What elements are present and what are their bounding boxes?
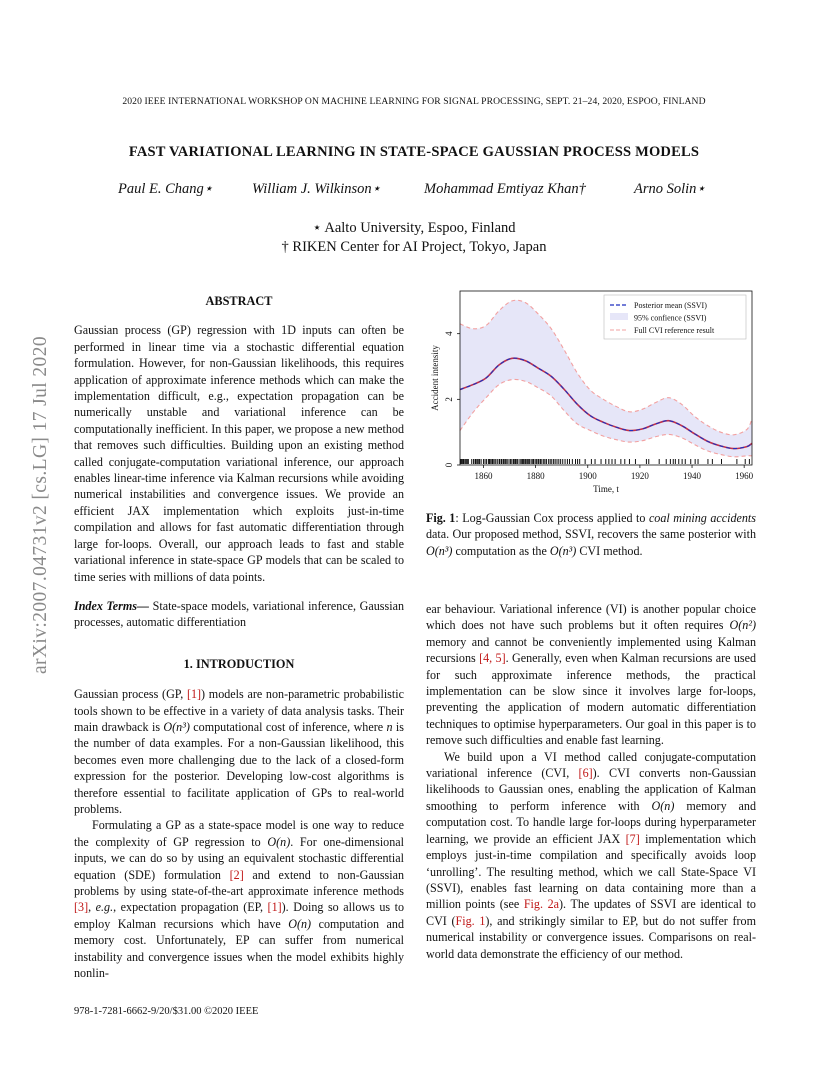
legend-band-swatch xyxy=(610,313,628,320)
affiliation-riken: † RIKEN Center for AI Project, Tokyo, Japan xyxy=(281,239,547,255)
author-2: William J. Wilkinson⋆ xyxy=(252,181,381,197)
arxiv-stamp: arXiv:2007.04731v2 [cs.LG] 17 Jul 2020 xyxy=(30,336,51,674)
figure-1-caption: Fig. 1: Log-Gaussian Cox process applied to coal mining accidents data. Our proposed method, SSVI, recovers the same posterior with O(n³) computation as the O(n³) CVI method. xyxy=(426,511,757,558)
conference-header: 2020 IEEE INTERNATIONAL WORKSHOP ON MACHINE LEARNING FOR SIGNAL PROCESSING, SEPT. 21–24, 2020, ESPOO, FINLAND xyxy=(122,96,706,107)
abstract-heading: ABSTRACT xyxy=(205,294,273,308)
y-tick-label: 0 xyxy=(444,462,454,468)
citation-link[interactable]: [7] xyxy=(625,831,640,846)
figure-link[interactable]: Fig. 2a xyxy=(523,897,560,912)
citation-link[interactable]: [4, 5] xyxy=(479,651,506,666)
y-tick-label: 4 xyxy=(444,331,454,336)
citation-link[interactable]: [1] xyxy=(186,687,202,702)
citation-link[interactable]: [6] xyxy=(578,766,593,781)
right-paragraph-2: We build upon a VI method called conjugate-computation variational inference (CVI, [6]). CVI converts non-Gaussian likelihoods to Gaussian ones, enabling the application of Kalman smoothing to perform inference with O(n) memory and computation cost. To handle large for-loops during hyperparameter learning, we provide an efficient JAX [7] implementation which employs just-in-time compilation and specifically avoids loop ‘unrolling’. The resulting method, which we call State-Space VI (SSVI), enables fast learning on data containing more than a million points (see Fig. 2a). The updates of SSVI are identical to CVI (Fig. 1), and strikingly similar to EP, but do not suffer from numerical instability or convergence issues. Comparisons on real-world data demonstrate the efficiency of our method. xyxy=(426,749,757,961)
index-terms-label: Index Terms— xyxy=(74,598,150,613)
abstract-text: Gaussian process (GP) regression with 1D inputs can often be performed in linear time via a stochastic differential equation formulation. However, for non-Gaussian likelihoods, this requires application of approximate inference methods which can make the implementation difficult, e.g., expectation propagation can be numerically unstable and variational inference can be computationally inefficient. In this paper, we propose a new method that removes such difficulties. Building upon an existing method called conjugate-computation variational inference, our approach enables linear-time inference via Kalman recursions while avoiding numerical instabilities and convergence issues. We provide an efficient JAX implementation which exploits just-in-time compilation and allows for fast automatic differentiation through large for-loops. Overall, our approach leads to fast and stable variational inference in state-space GP models that can be scaled to time series with millions of data points. xyxy=(74,323,404,584)
x-tick-label: 1900 xyxy=(578,471,597,481)
caption-label: Fig. 1 xyxy=(426,511,456,525)
legend-entry: Full CVI reference result xyxy=(634,326,715,335)
figure-1-chart xyxy=(424,283,760,499)
intro-paragraph-2: Formulating a GP as a state-space model is one way to reduce the complexity of GP regression to O(n). For one-dimensional inputs, we can do so by using an equivalent stochastic differential equation (SDE) formulation [2] and extend to non-Gaussian problems by using state-of-the-art approximate inference methods [3], e.g., expectation propagation (EP, [1]). Doing so allows us to employ Kalman recursions which have O(n) computation and memory cost. Unfortunately, EP can suffer from numerical instability and convergence issues when the model exhibits highly nonlin- xyxy=(74,818,405,981)
x-axis-label: Time, t xyxy=(593,484,619,494)
author-1: Paul E. Chang⋆ xyxy=(118,181,213,197)
legend-entry: 95% confience (SSVI) xyxy=(634,313,707,323)
index-terms-text: State-space models, variational inference, Gaussian processes, automatic differentiation xyxy=(74,598,404,630)
y-tick-label: 2 xyxy=(444,397,454,402)
x-tick-label: 1940 xyxy=(683,471,702,481)
left-column xyxy=(74,293,404,981)
x-tick-label: 1960 xyxy=(735,471,754,481)
copyright-footer: 978-1-7281-6662-9/20/$31.00 ©2020 IEEE xyxy=(74,1006,259,1017)
paper-title: FAST VARIATIONAL LEARNING IN STATE-SPACE GAUSSIAN PROCESS MODELS xyxy=(128,144,700,160)
right-column xyxy=(426,601,756,962)
author-3: Mohammad Emtiyaz Khan† xyxy=(424,181,586,197)
affiliation-aalto: ⋆ Aalto University, Espoo, Finland xyxy=(312,220,516,236)
right-paragraph-1: ear behaviour. Variational inference (VI) is another popular choice which does not have such problems but it often requires O(n²) memory and cannot be conveniently implemented using Kalman recursions [4, 5]. Generally, even when Kalman recursions are used for such approximate inference methods, the practical implementation can be slow since it involves large for-loops, preventing the application of modern automatic differentiation techniques to optimise hyperparameters. Our goal in this paper is to remove such difficulties and enable fast learning. xyxy=(426,602,756,748)
intro-paragraph-1: Gaussian process (GP, [1]) models are non-parametric probabilistic tools shown to be effective in a variety of data analysis tasks. Their main drawback is O(n³) computational cost of inference, where n is the number of data examples. For a non-Gaussian likelihood, this becomes even more challenging due to the lack of a closed-form expression for the posterior. Developing low-cost algorithms is therefore essential to facilitate application of GPs to real-world problems. xyxy=(74,687,404,816)
index-terms xyxy=(74,598,404,631)
legend-entry: Posterior mean (SSVI) xyxy=(634,301,707,310)
citation-link[interactable]: [1] xyxy=(267,900,282,915)
x-tick-label: 1860 xyxy=(474,471,493,481)
figure-link[interactable]: Fig. 1 xyxy=(455,913,486,928)
author-4: Arno Solin⋆ xyxy=(634,181,706,197)
y-axis-label: Accident intensity xyxy=(430,345,440,411)
citation-link[interactable]: [3] xyxy=(74,900,89,915)
x-tick-label: 1880 xyxy=(526,471,545,481)
citation-link[interactable]: [2] xyxy=(229,867,244,882)
introduction-heading: 1. INTRODUCTION xyxy=(183,656,295,671)
x-tick-label: 1920 xyxy=(630,471,649,481)
